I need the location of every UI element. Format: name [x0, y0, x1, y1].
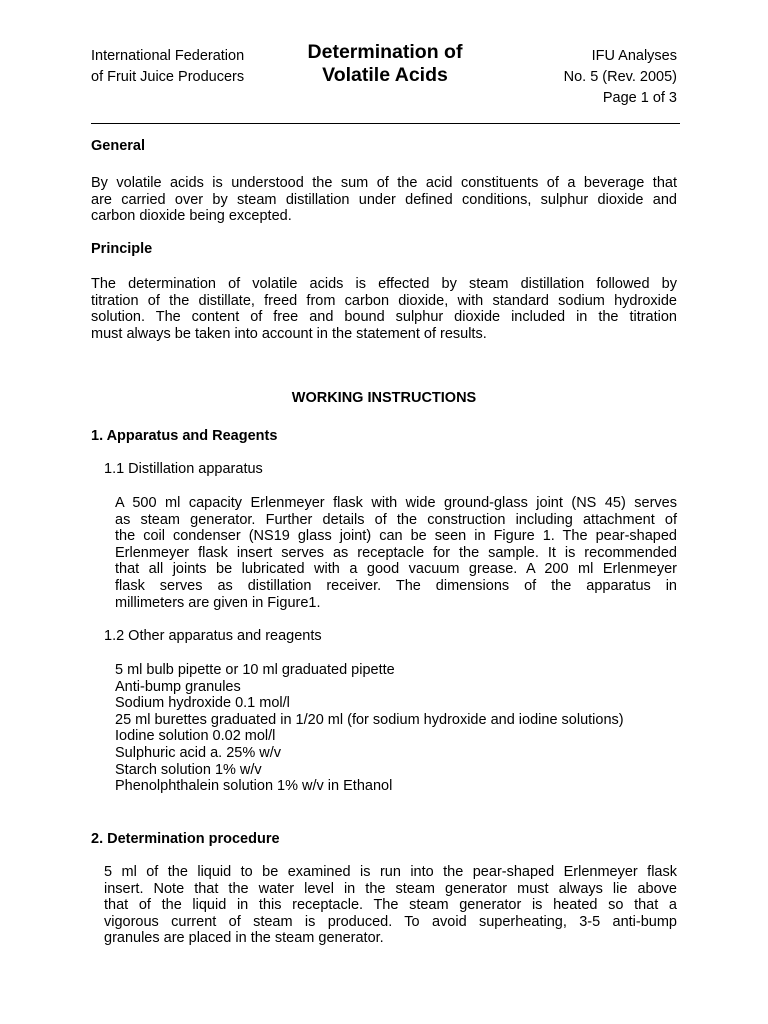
section-2-paragraph — [104, 864, 677, 947]
text-line: must always be taken into account in the statement of results. — [91, 325, 487, 342]
principle-paragraph — [91, 276, 677, 342]
page-number: Page 1 of 3 — [602, 90, 677, 106]
header-organization — [91, 46, 244, 88]
list-item: Phenolphthalein solution 1% w/v in Ethanol — [115, 778, 393, 795]
text-line: The determination of volatile acids is effected by steam distillation followed by — [91, 276, 677, 292]
text-line: insert. Note that the water level in the steam generator must always lie above — [104, 880, 677, 897]
text-line: solution. The content of free and bound sulphur dioxide included in the titration — [91, 309, 677, 326]
text-line: 5 ml of the liquid to be examined is run into the pear-shaped Erlenmeyer flask — [104, 864, 677, 880]
text-line: that of the liquid in this receptacle. The steam generator is heated so that a — [104, 897, 677, 914]
text-line: titration of the distillate, freed from carbon dioxide, with standard sodium hydroxide — [91, 292, 677, 309]
text-line: carbon dioxide being excepted. — [91, 208, 292, 225]
list-item: Sulphuric acid a. 25% w/v — [115, 744, 282, 761]
text-line: By volatile acids is understood the sum of the acid constituents of a beverage that — [91, 175, 677, 191]
principle-heading: Principle — [91, 241, 153, 257]
list-item: 5 ml bulb pipette or 10 ml graduated pipette — [115, 662, 395, 678]
list-item: Sodium hydroxide 0.1 mol/l — [115, 695, 290, 712]
text-line: the coil condenser (NS19 glass joint) can be seen in Figure 1. The pear-shaped — [115, 528, 677, 545]
subsection-1-2-title: 1.2 Other apparatus and reagents — [104, 628, 322, 644]
text-line: that all joints be lubricated with a good vacuum grease. A 200 ml Erlenmeyer — [115, 561, 677, 578]
text-line: A 500 ml capacity Erlenmeyer flask with wide ground-glass joint (NS 45) serves — [115, 495, 677, 511]
subsection-1-1-title: 1.1 Distillation apparatus — [104, 461, 263, 477]
text-line: as steam generator. Further details of the construction including attachment of — [115, 511, 677, 528]
text-line: Erlenmeyer flask insert serves as receptacle for the sample. It is recommended — [115, 544, 677, 561]
section-2-heading: 2. Determination procedure — [91, 831, 280, 847]
general-heading: General — [91, 138, 145, 154]
working-instructions-heading: WORKING INSTRUCTIONS — [291, 390, 477, 406]
section-1-heading: 1. Apparatus and Reagents — [91, 428, 278, 444]
doc-series: IFU Analyses — [591, 48, 677, 64]
text-line: millimeters are given in Figure1. — [115, 594, 321, 611]
org-line-1: International Federation — [91, 48, 245, 64]
list-item: Iodine solution 0.02 mol/l — [115, 728, 276, 745]
text-line: flask serves as distillation receiver. The dimensions of the apparatus in — [115, 577, 677, 594]
org-line-2: of Fruit Juice Producers — [91, 69, 245, 85]
document-title — [280, 41, 490, 87]
list-item: Anti-bump granules — [115, 678, 241, 695]
list-item: Starch solution 1% w/v — [115, 761, 262, 778]
subsection-1-1-paragraph — [115, 495, 677, 611]
title-line-1: Determination of — [307, 41, 463, 63]
title-line-2: Volatile Acids — [322, 64, 448, 86]
reagents-list — [115, 662, 677, 795]
header-divider — [91, 123, 680, 124]
header-document-info — [564, 46, 677, 109]
text-line: granules are placed in the steam generator. — [104, 930, 384, 947]
text-line: vigorous current of steam is produced. To avoid superheating, 3-5 anti-bump — [104, 913, 677, 930]
text-line: are carried over by steam distillation under defined conditions, sulphur dioxide and — [91, 191, 677, 208]
doc-number: No. 5 (Rev. 2005) — [563, 69, 677, 85]
list-item: 25 ml burettes graduated in 1/20 ml (for sodium hydroxide and iodine solutions) — [115, 711, 624, 728]
general-paragraph — [91, 175, 677, 225]
